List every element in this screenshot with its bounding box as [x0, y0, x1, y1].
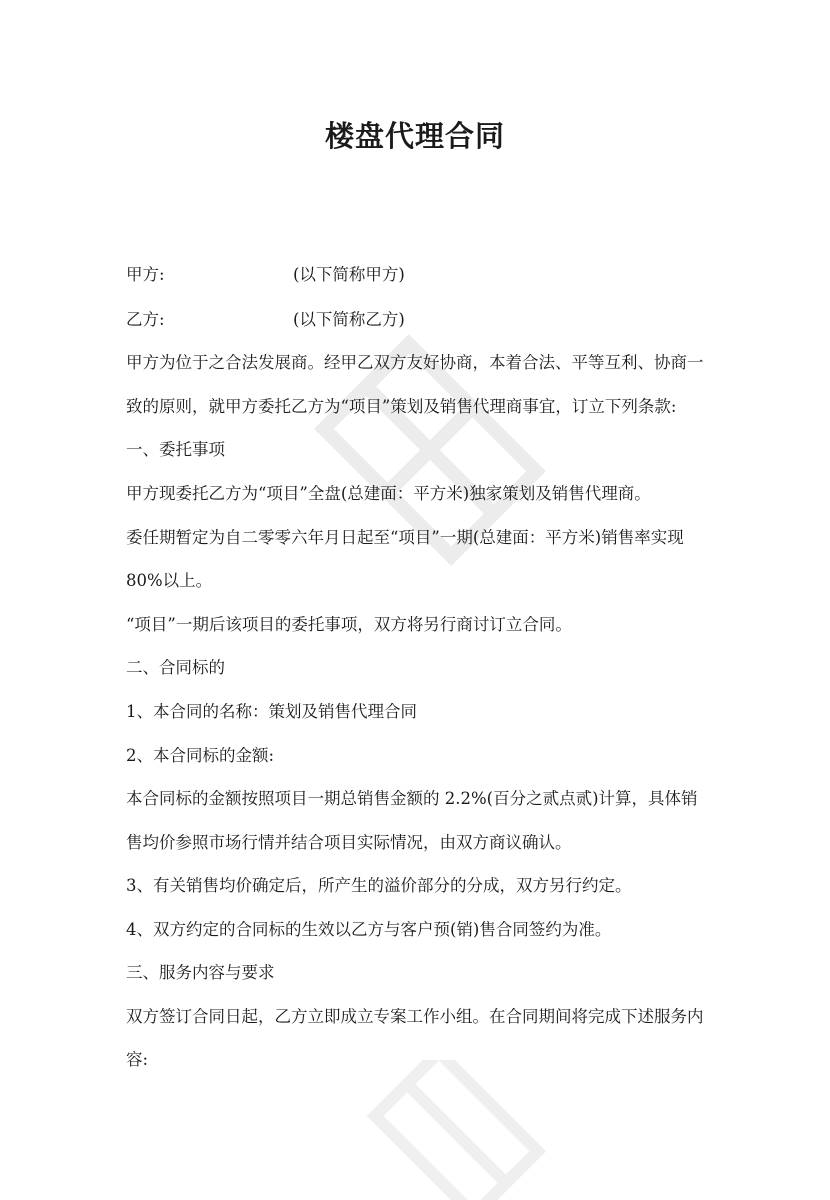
- party-a-label: 甲方:: [126, 265, 165, 284]
- document-title: 楼盘代理合同: [324, 119, 505, 153]
- watermark-logo-bottom-icon: [360, 1060, 560, 1200]
- section-2-paragraph-line-2: 售均价参照市场行情并结合项目实际情况，由双方商议确认。: [126, 833, 572, 852]
- party-a-line: [126, 263, 405, 287]
- section-2-item-3: 3、有关销售均价确定后，所产生的溢价部分的分成，双方另行约定。: [126, 876, 632, 895]
- section-1-paragraph-2-line-1: 委任期暂定为自二零零六年月日起至“项目”一期(总建面：平方米)销售率实现: [126, 528, 684, 547]
- section-2-paragraph-line-1: 本合同标的金额按照项目一期总销售金额的 2.2%(百分之贰点贰)计算，具体销: [126, 789, 698, 808]
- section-2-item-2: 2、本合同标的金额:: [126, 746, 275, 765]
- section-1-paragraph-1: 甲方现委托乙方为“项目”全盘(总建面：平方米)独家策划及销售代理商。: [126, 484, 651, 503]
- intro-line-2: 致的原则，就甲方委托乙方为“项目”策划及销售代理商事宜，订立下列条款:: [126, 397, 677, 416]
- party-b-line: [126, 308, 405, 332]
- section-2-heading: 二、合同标的: [126, 658, 225, 677]
- section-2-item-4: 4、双方约定的合同标的生效以乙方与客户预(销)售合同签约为准。: [126, 920, 612, 939]
- section-1-heading: 一、委托事项: [126, 440, 225, 459]
- section-1-paragraph-3: “项目”一期后该项目的委托事项，双方将另行商讨订立合同。: [126, 615, 572, 634]
- section-3-paragraph-line-1: 双方签订合同日起，乙方立即成立专案工作小组。在合同期间将完成下述服务内: [126, 1007, 704, 1026]
- party-a-note: (以下简称甲方): [293, 265, 405, 284]
- section-3-paragraph-line-2: 容:: [126, 1050, 149, 1069]
- section-1-paragraph-2-line-2: 80%以上。: [126, 571, 213, 590]
- party-b-note: (以下简称乙方): [293, 310, 405, 329]
- intro-line-1: 甲方为位于之合法发展商。经甲乙双方友好协商，本着合法、平等互利、协商一: [126, 353, 704, 372]
- section-2-item-1: 1、本合同的名称：策划及销售代理合同: [126, 702, 417, 721]
- section-3-heading: 三、服务内容与要求: [126, 963, 275, 982]
- party-b-label: 乙方:: [126, 310, 165, 329]
